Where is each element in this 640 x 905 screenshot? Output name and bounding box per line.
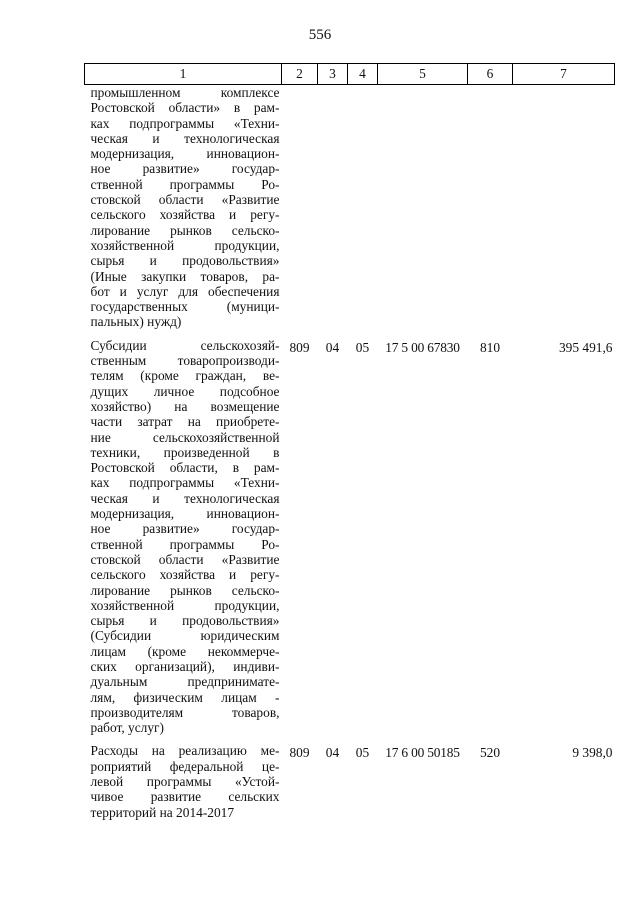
description-line: ческая и технологическая bbox=[90, 130, 280, 146]
amount bbox=[513, 85, 615, 338]
description-line: хозяйство) на возмещение bbox=[90, 398, 280, 414]
description-line: ное развитие» государ- bbox=[90, 161, 280, 177]
description-line: ских организаций), индиви- bbox=[90, 658, 280, 674]
description-line: хозяйственной продукции, bbox=[90, 237, 280, 253]
subsection-code bbox=[348, 85, 378, 338]
description-line: бот и услуг для обеспечения bbox=[90, 283, 280, 299]
description-line: ние сельскохозяйственной bbox=[90, 429, 280, 445]
description-line: дуальным предпринимате- bbox=[90, 674, 280, 690]
description-line: ственной программы Ро- bbox=[90, 176, 280, 192]
description-line: (Иные закупки товаров, ра- bbox=[90, 268, 280, 284]
description-line: телям (кроме граждан, ве- bbox=[90, 368, 280, 384]
subsection-code: 05 bbox=[355, 745, 370, 761]
description-line: территорий на 2014-2017 bbox=[90, 804, 235, 820]
description-line: лирование рынков сельско- bbox=[90, 222, 280, 238]
description-line: дущих личное подсобное bbox=[90, 383, 280, 399]
description-line: ное развитие» государ- bbox=[90, 521, 280, 537]
column-header-row bbox=[85, 64, 615, 85]
expense-type-code: 810 bbox=[479, 339, 501, 355]
description-line: левой программы «Устой- bbox=[90, 774, 280, 790]
column-header: 7 bbox=[513, 64, 615, 85]
target-article-code bbox=[378, 85, 468, 338]
description-line: лицам (кроме некоммерче- bbox=[90, 643, 280, 659]
table-row bbox=[85, 338, 615, 744]
section-code: 04 bbox=[325, 745, 340, 761]
expense-type-code: 520 bbox=[479, 745, 501, 761]
description-line: Ростовской области, в рам- bbox=[90, 460, 280, 476]
budget-table bbox=[84, 63, 615, 828]
description-line: Ростовской области» в рам- bbox=[90, 100, 280, 116]
description-line: хозяйственной продукции, bbox=[90, 597, 280, 613]
amount: 395 491,6 bbox=[558, 339, 613, 355]
column-header: 2 bbox=[282, 64, 318, 85]
description-line: работ, услуг) bbox=[90, 720, 164, 736]
section-code bbox=[318, 85, 348, 338]
description-line: лям, физическим лицам - bbox=[90, 689, 280, 705]
description-line: сырья и продовольствия» bbox=[90, 253, 280, 269]
description-line: чивое развитие сельских bbox=[90, 789, 280, 805]
row-description bbox=[85, 743, 282, 827]
description-line: ственной программы Ро- bbox=[90, 536, 280, 552]
column-header: 6 bbox=[468, 64, 513, 85]
description-line: роприятий федеральной це- bbox=[90, 758, 280, 774]
description-line: лирование рынков сельско- bbox=[90, 582, 280, 598]
description-line: промышленном комплексе bbox=[90, 85, 280, 100]
amount: 9 398,0 bbox=[572, 745, 613, 761]
description-line: государственных (муници- bbox=[90, 299, 280, 315]
description-line: модернизация, инновацион- bbox=[90, 146, 280, 162]
description-line: ках подпрограммы «Техни- bbox=[90, 475, 280, 491]
description-line: ческая и технологическая bbox=[90, 490, 280, 506]
description-line: (Субсидии юридическим bbox=[90, 628, 280, 644]
table-row bbox=[85, 85, 615, 338]
expense-type-code bbox=[468, 85, 513, 338]
description-line: модернизация, инновацион- bbox=[90, 506, 280, 522]
row-description bbox=[85, 338, 282, 744]
row-description bbox=[85, 85, 282, 338]
table-row bbox=[85, 743, 615, 827]
column-header: 5 bbox=[378, 64, 468, 85]
admin-code: 809 bbox=[289, 339, 310, 355]
description-line: производителям товаров, bbox=[90, 704, 280, 720]
page-number: 556 bbox=[308, 27, 332, 43]
description-line: стовской области «Развитие bbox=[90, 551, 280, 567]
admin-code: 809 bbox=[289, 745, 310, 761]
column-header: 1 bbox=[85, 64, 282, 85]
description-line: сырья и продовольствия» bbox=[90, 613, 280, 629]
column-header: 4 bbox=[348, 64, 378, 85]
target-article-code: 17 6 00 50185 bbox=[385, 745, 460, 761]
column-header: 3 bbox=[318, 64, 348, 85]
description-line: пальных) нужд) bbox=[90, 314, 182, 330]
description-line: сельского хозяйства и регу- bbox=[90, 207, 280, 223]
admin-code bbox=[282, 85, 318, 338]
subsection-code: 05 bbox=[355, 339, 370, 355]
section-code: 04 bbox=[325, 339, 340, 355]
description-line: техники, произведенной в bbox=[90, 444, 280, 460]
description-line: стовской области «Развитие bbox=[90, 192, 280, 208]
description-line: части затрат на приобрете- bbox=[90, 414, 280, 430]
target-article-code: 17 5 00 67830 bbox=[385, 339, 460, 355]
description-line: ственным товаропроизводи- bbox=[90, 353, 280, 369]
description-line: ках подпрограммы «Техни- bbox=[90, 115, 280, 131]
description-line: Расходы на реализацию ме- bbox=[90, 743, 280, 759]
description-line: Субсидии сельскохозяй- bbox=[90, 337, 280, 353]
description-line: сельского хозяйства и регу- bbox=[90, 567, 280, 583]
